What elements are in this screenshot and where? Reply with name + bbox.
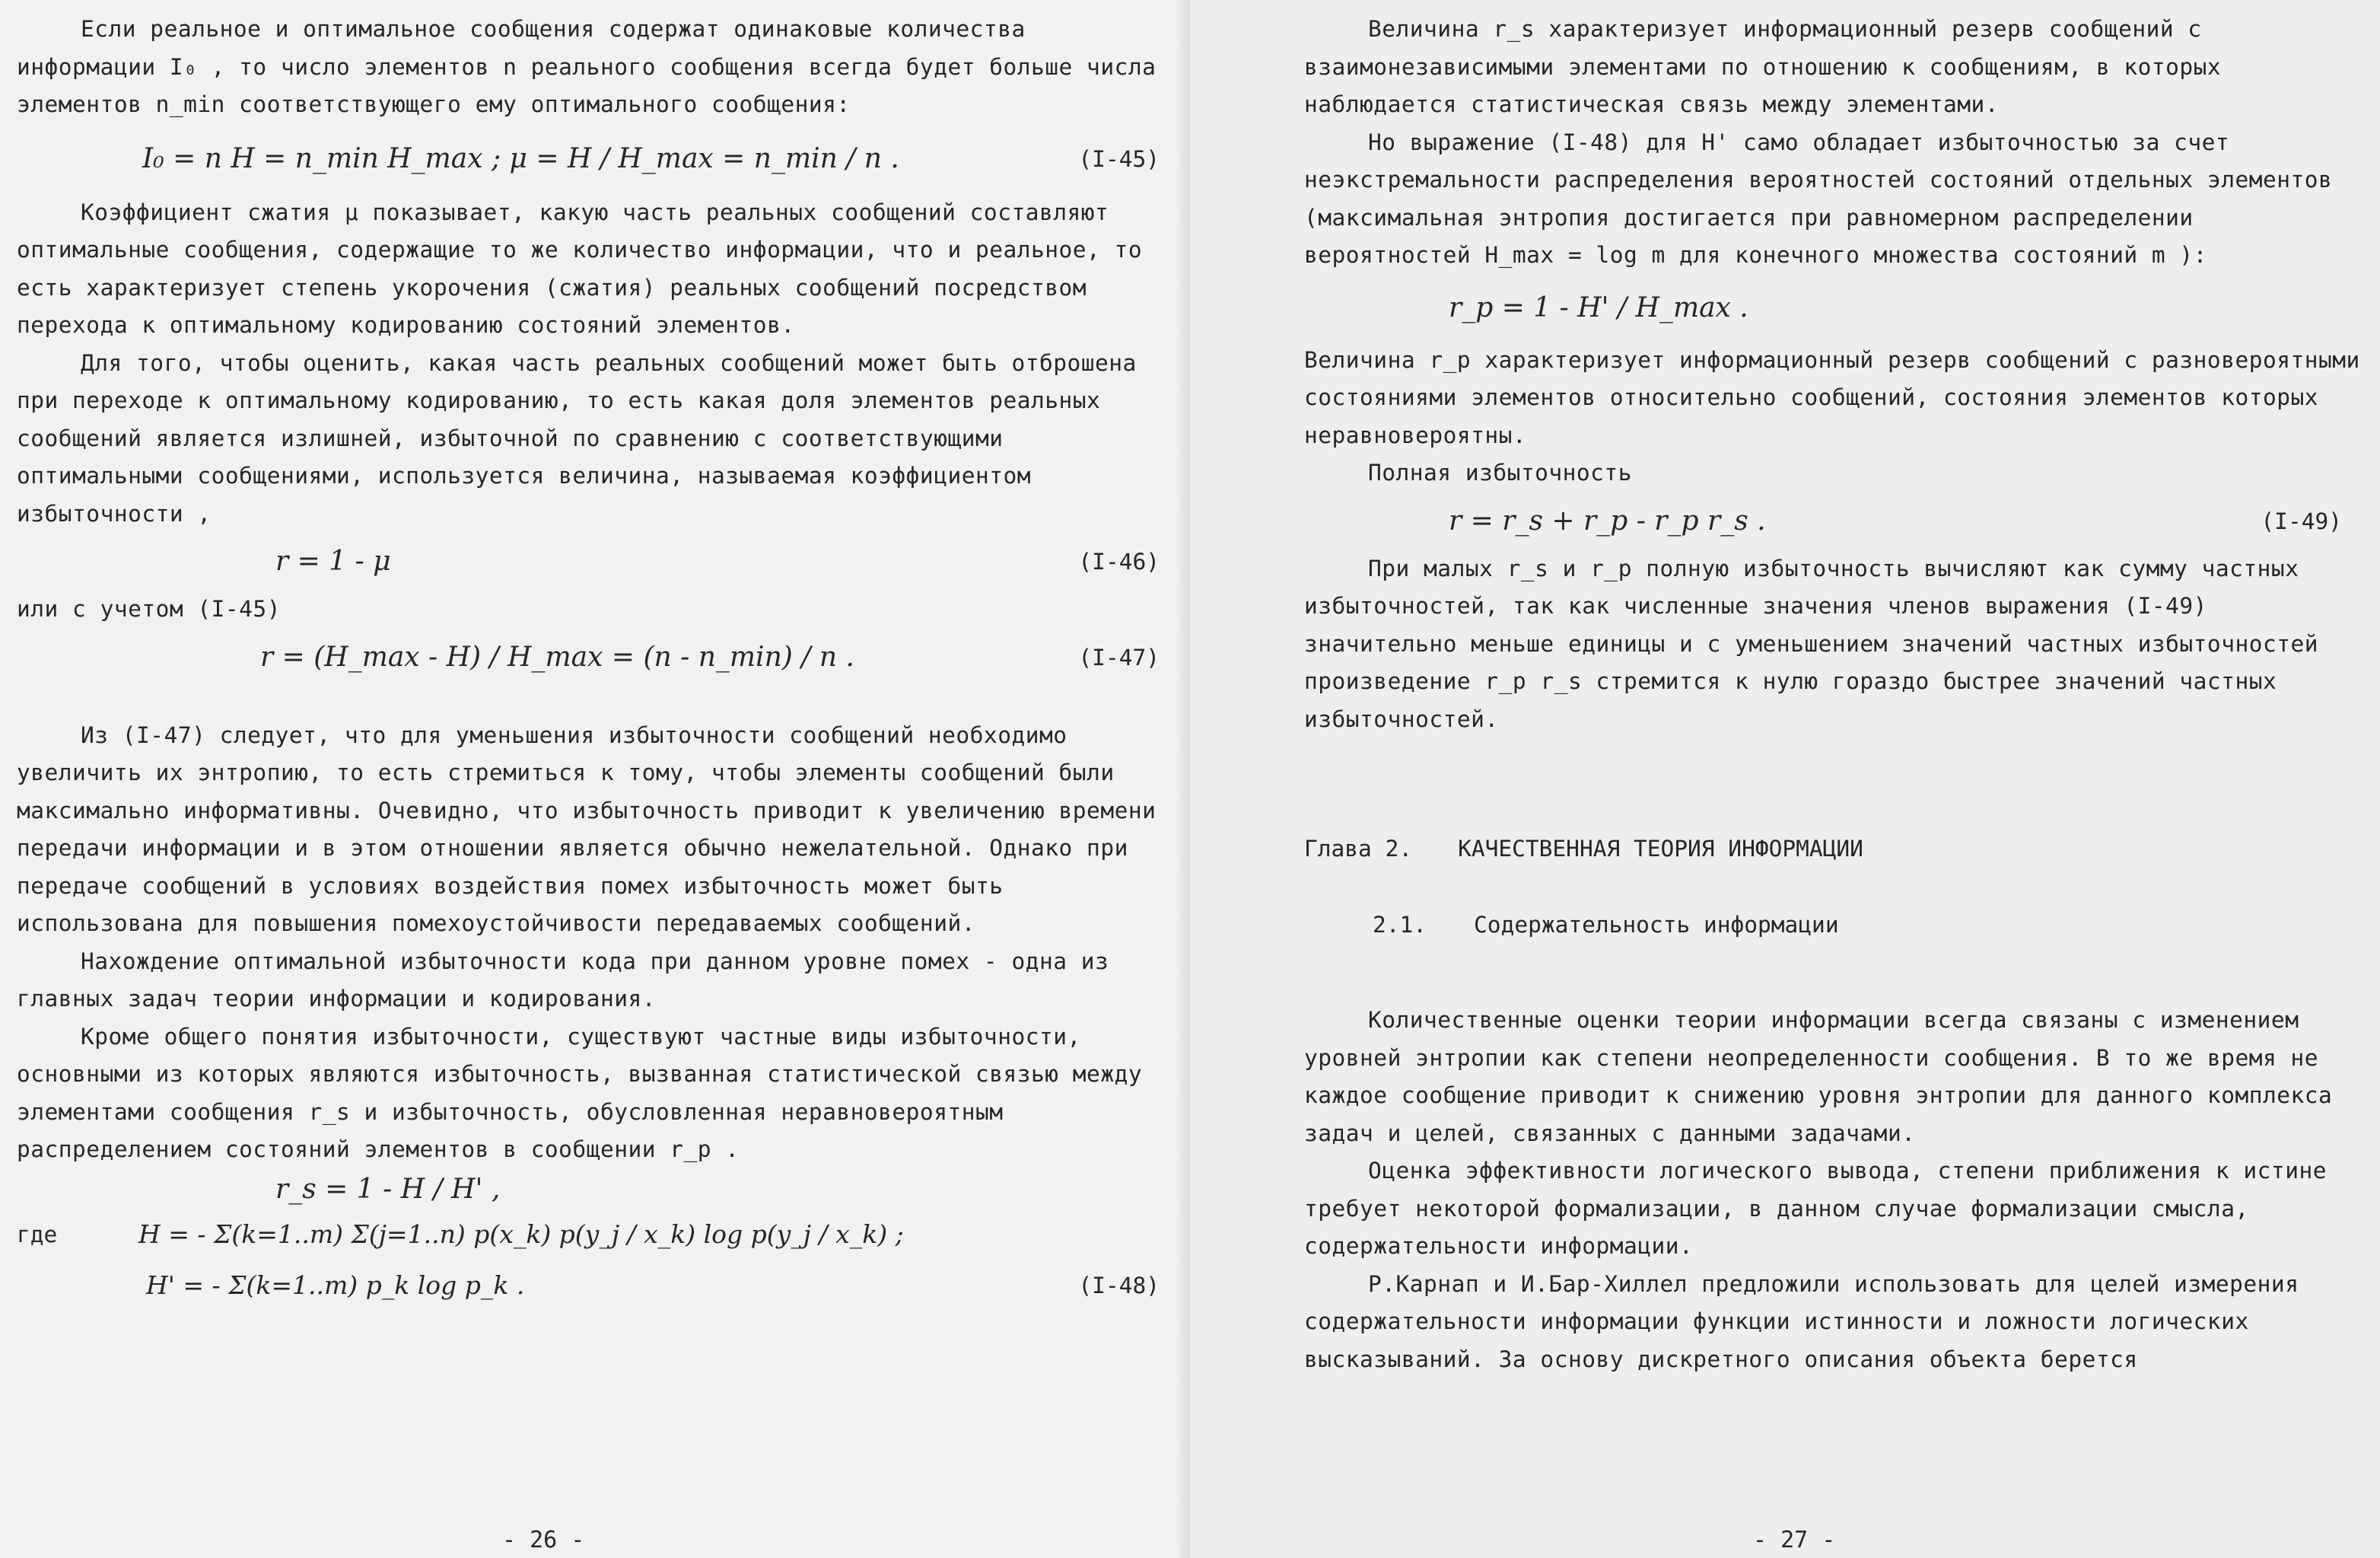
formula-expression: r = r_s + r_p - r_p r_s . — [1449, 505, 1766, 537]
formula-expression: r = (H_max - H) / H_max = (n - n_min) / n . — [260, 641, 854, 673]
formula-h — [17, 1210, 1160, 1259]
formula-i48 — [17, 1259, 1160, 1312]
where-label: где — [17, 1221, 58, 1247]
formula-expression: r_s = 1 - H / H' , — [275, 1173, 501, 1205]
chapter-label: Глава 2. — [1304, 836, 1413, 862]
formula-number: (I-48) — [1078, 1272, 1160, 1298]
paragraph: Р.Карнап и И.Бар-Хиллел предложили использовать для целей измерения содержательности информации функции истинности и ложности логических высказываний. За основу дискретного описания объекта берется — [1304, 1270, 2313, 1372]
chapter-heading — [1304, 830, 2365, 868]
paragraph: Количественные оценки теории информации всегда связаны с изменением уровней энтропии как степени неопределенности сообщения. В то же время не каждое сообщение приводит к снижению уровня энтропии для данного комплекса задач и целей, связанных с данными задачами. — [1304, 1007, 2347, 1146]
formula-number: (I-49) — [2261, 508, 2342, 534]
page-number: - 26 - — [502, 1527, 585, 1553]
formula-expression: H = - Σ(k=1..m) Σ(j=1..n) p(x_k) p(y_j / x_k) log p(y_j / x_k) ; — [138, 1219, 904, 1249]
paragraph: Для того, чтобы оценить, какая часть реальных сообщений может быть отброшена при переходе к оптимальному кодированию, то есть какая доля элементов реальных сообщений является излишней, избыточной по сравнению с соответствующими оптимальными сообщениями, используется величина, называемая коэффициентом избыточности , — [17, 349, 1151, 527]
paragraph: Оценка эффективности логического вывода, степени приближения к истине требует некоторой формализации, в данном случае формализации смысла, содержательности информации. — [1304, 1158, 2341, 1259]
paragraph: Коэффициент сжатия μ показывает, какую часть реальных сообщений составляют оптимальные сообщения, содержащие то же количество информации, что и реальное, то есть характеризует степень укорочения (сжатия) реальных сообщений посредством перехода к оптимальному кодированию состояний элементов. — [17, 199, 1157, 338]
paragraph: Величина r_p характеризует информационный резерв сообщений с разновероятными состояниями элементов относительно сообщений, состояния элементов которых неравновероятны. — [1304, 346, 2375, 448]
formula-number: (I-46) — [1078, 549, 1160, 575]
paragraph: Если реальное и оптимальное сообщения содержат одинаковые количества информации I₀ , то число элементов n реального сообщения всегда будет больше числа элементов n_min соответствующего ему оптимального сообщения: — [17, 16, 1170, 117]
paragraph: Кроме общего понятия избыточности, существуют частные виды избыточности, основными из которых являются избыточность, вызванная статистической связью между элементами сообщения r_s и избыточность, обусловленная неравновероятным распределением состояний элементов в сообщении r_p . — [17, 1023, 1157, 1162]
formula-expression: I₀ = n H = n_min H_max ; μ = H / H_max = n_min / n . — [142, 142, 899, 174]
paragraph: Из (I-47) следует, что для уменьшения избыточности сообщений необходимо увеличить их энтропию, то есть стремиться к тому, чтобы элементы сообщений были максимально информативны. Очевидно, что избыточность приводит к увеличению времени передачи информации и в этом отношении является обычно нежелательной. Однако при передаче сообщений в условиях воздействия помех избыточность может быть использована для повышения помехоустойчивости передаваемых сообщений. — [17, 722, 1170, 936]
formula-i46 — [17, 533, 1160, 591]
formula-rs — [17, 1169, 1160, 1210]
section-label: 2.1. — [1373, 912, 1427, 938]
paragraph: При малых r_s и r_p полную избыточность вычисляют как сумму частных избыточностей, так как численные значения членов выражения (I-49) значительно меньше единицы и с уменьшением значений частных избыточностей произведение r_p r_s стремится к нулю гораздо быстрее значений частных избыточностей. — [1304, 555, 2333, 732]
formula-i47 — [17, 629, 1160, 687]
formula-number: (I-45) — [1078, 145, 1160, 172]
paragraph: Величина r_s характеризует информационный резерв сообщений с взаимонезависимыми элементами по отношению к сообщениям, в которых наблюдается статистическая связь между элементами. — [1304, 16, 2235, 117]
paragraph: или с учетом (I-45) — [17, 596, 281, 622]
paragraph: Но выражение (I-48) для H' само обладает избыточностью за счет неэкстремальности распределения вероятностей состояний отдельных элементов (максимальная энтропия достигается при равномерном распределении вероятностей H_max = log m для конечного множества состояний m ): — [1304, 129, 2347, 268]
paragraph: Полная избыточность — [1368, 460, 1632, 486]
page-right — [1190, 0, 2380, 1558]
chapter-title: КАЧЕСТВЕННАЯ ТЕОРИЯ ИНФОРМАЦИИ — [1458, 836, 1863, 862]
formula-rp — [1304, 275, 2365, 342]
formula-expression: r = 1 - μ — [275, 546, 391, 577]
formula-expression: H' = - Σ(k=1..m) p_k log p_k . — [146, 1270, 525, 1300]
page-number: - 27 - — [1753, 1527, 1836, 1553]
section-title: Содержательность информации — [1474, 912, 1839, 938]
formula-expression: r_p = 1 - H' / H_max . — [1449, 292, 1748, 323]
section-heading — [1373, 906, 2365, 944]
formula-number: (I-47) — [1078, 644, 1160, 671]
paragraph: Нахождение оптимальной избыточности кода при данном уровне помех - одна из главных задач теории информации и кодирования. — [17, 948, 1123, 1012]
formula-i49 — [1304, 492, 2365, 550]
formula-i45 — [17, 124, 1160, 194]
